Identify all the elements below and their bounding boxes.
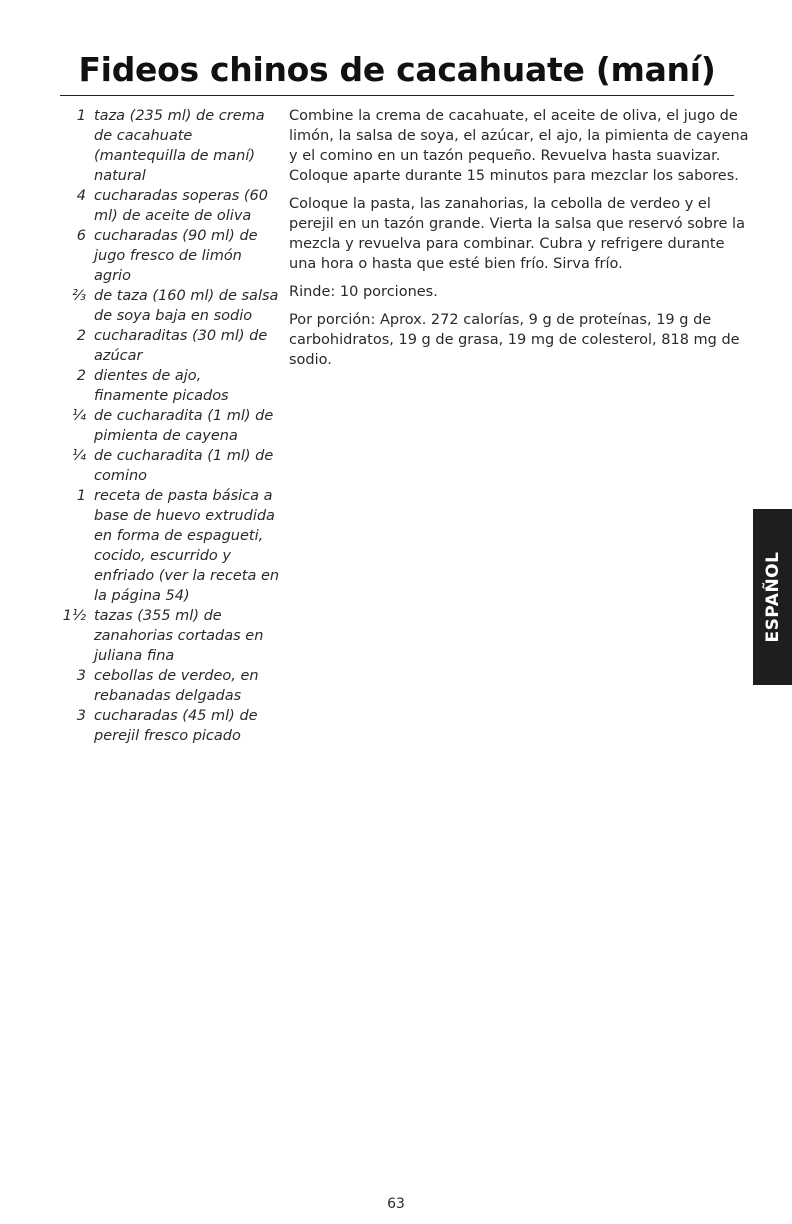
language-tab (753, 509, 792, 685)
instruction-paragraph: Combine la crema de cacahuate, el aceite de oliva, el jugo de limón, la salsa de soya, el azúcar, el ajo, la pimienta de cayena y el comino en un tazón pequeño. Revuelva hasta suavizar. Coloque aparte durante 15 minutos para mezclar los sabores. (289, 108, 749, 184)
ingredient-text: dientes de ajo, finamente picados (94, 368, 229, 404)
ingredient-text: taza (235 ml) de crema de cacahuate (mantequilla de maní) natural (94, 108, 265, 184)
ingredient-item (56, 186, 280, 226)
ingredient-quantity: 4 (76, 188, 86, 204)
ingredient-list (56, 106, 280, 746)
nutrition-text: Por porción: Aprox. 272 calorías, 9 g de proteínas, 19 g de carbohidratos, 19 g de grasa, 19 mg de colesterol, 818 mg de sodio. (289, 312, 740, 368)
language-tab-label: ESPAÑOL (762, 551, 783, 643)
ingredient-item (56, 286, 280, 326)
ingredient-quantity: ¹⁄₄ (71, 448, 86, 464)
ingredient-item (56, 366, 280, 406)
ingredient-quantity: ¹⁄₄ (71, 408, 86, 424)
ingredient-item (56, 106, 280, 186)
ingredient-quantity: 2 (76, 368, 86, 384)
ingredient-item (56, 606, 280, 666)
ingredient-quantity: 2 (76, 328, 86, 344)
recipe-title: Fideos chinos de cacahuate (maní) (78, 50, 716, 89)
ingredient-quantity: ²⁄₃ (71, 288, 86, 304)
ingredient-quantity: 3 (76, 668, 86, 684)
ingredient-text: de taza (160 ml) de salsa de soya baja en sodio (94, 288, 279, 324)
ingredient-item (56, 446, 280, 486)
ingredient-text: receta de pasta básica a base de huevo extrudida en forma de espagueti, cocido, escurrido y enfriado (ver la receta en la página 54) (94, 488, 280, 604)
ingredient-item (56, 706, 280, 746)
ingredient-text: de cucharadita (1 ml) de comino (94, 448, 274, 484)
instructions-column (289, 106, 749, 378)
ingredient-text: de cucharadita (1 ml) de pimienta de cayena (94, 408, 274, 444)
ingredient-text: cucharadas soperas (60 ml) de aceite de oliva (94, 188, 268, 224)
ingredient-item (56, 226, 280, 286)
ingredient-item (56, 406, 280, 446)
ingredient-text: tazas (355 ml) de zanahorias cortadas en juliana fina (94, 608, 264, 664)
title-divider (60, 95, 734, 96)
page-number: 63 (387, 1196, 405, 1212)
ingredient-text: cucharaditas (30 ml) de azúcar (94, 328, 268, 364)
ingredient-item (56, 326, 280, 366)
ingredient-quantity: 3 (76, 708, 86, 724)
ingredient-quantity: 6 (76, 228, 86, 244)
ingredient-text: cebollas de verdeo, en rebanadas delgadas (94, 668, 259, 704)
ingredient-quantity: 1 (76, 108, 86, 124)
ingredient-text: cucharadas (45 ml) de perejil fresco picado (94, 708, 258, 744)
ingredient-quantity: 1 (76, 488, 86, 504)
yield-text: Rinde: 10 porciones. (289, 284, 438, 300)
ingredient-quantity: 1¹⁄₂ (62, 608, 86, 624)
ingredient-item (56, 666, 280, 706)
ingredient-item (56, 486, 280, 606)
ingredient-text: cucharadas (90 ml) de jugo fresco de limón agrio (94, 228, 258, 284)
instruction-paragraph: Coloque la pasta, las zanahorias, la cebolla de verdeo y el perejil en un tazón grande. Vierta la salsa que reservó sobre la mezcla y revuelva para combinar. Cubra y refrigere durante una hora o hasta que esté bien frío. Sirva frío. (289, 196, 745, 272)
